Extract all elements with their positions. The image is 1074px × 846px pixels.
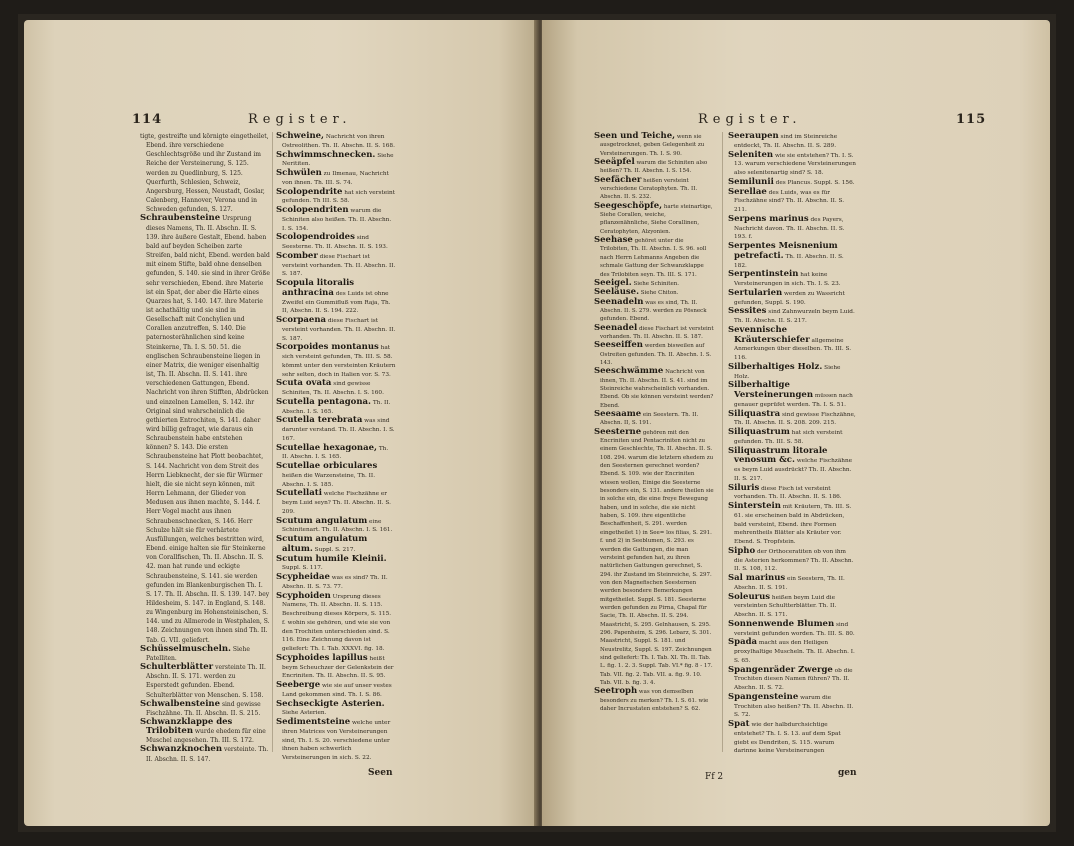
index-entry <box>276 700 396 719</box>
index-entry-text: sind Zahnwurzeln beym Luid. Th. II. Abschn. II. S. 217. <box>734 309 855 324</box>
index-entry <box>728 638 856 665</box>
index-entry-text: sind im Steinreiche entdeckt, Th. II. Abschn. II. S. 289. <box>734 134 838 149</box>
index-entry-text: werden zu Wassricht gefunden, Suppl. S. 190. <box>734 290 845 306</box>
index-entry-text: diese Fischart ist versteint vorhanden. Th. II. Abschn. II. S. 187. <box>282 253 396 278</box>
index-entry-term: Scolopendroides <box>276 232 355 243</box>
index-entry-term: Semilunii <box>728 176 774 187</box>
index-entry <box>276 252 396 279</box>
index-entry-text: wurde ehedem für eine Muschel angesehen. Th. III. S. 172. <box>146 728 266 745</box>
index-entry-text: hat keine Versteinerungen in sich. Th. I. S. 23. <box>734 272 841 287</box>
index-entry-text: heißen versteint verschiedene Ceratophyten. Th. II. Abschn. II. S. 232. <box>600 177 698 201</box>
index-entry <box>276 654 396 681</box>
index-entry-text: welche Fischzähne er beym Luid seyn? Th. II. Abschn. II. S. 209. <box>282 491 391 515</box>
index-entry-term: Scypheidae <box>276 572 330 582</box>
index-entry-term: Sal marinus <box>728 573 786 583</box>
index-entry <box>594 176 714 202</box>
index-entry-term: Seenadel <box>594 322 638 333</box>
index-entry-text: Siehe Schiniten. <box>633 280 680 287</box>
index-entry <box>276 718 396 763</box>
index-entry <box>728 547 856 574</box>
index-entry-term: Serpentinstein <box>728 269 799 280</box>
index-entry-text: wie sie entstehen? Th. I. S. 13. warum verschiedene Versteinerungen also selenitenartig sind? S. 18. <box>734 152 856 176</box>
right-column-1 <box>594 132 714 713</box>
index-entry-text: diese Fischart ist versteint vorhanden. Th. II. Abschn. II. S. 187. <box>282 318 396 342</box>
index-entry <box>728 188 856 215</box>
index-entry <box>728 593 856 620</box>
index-entry <box>276 151 396 170</box>
index-entry-term: Scorpaena <box>276 315 327 325</box>
index-entry-term: Scutum humile Kleinii. <box>276 553 387 564</box>
index-entry-term: Scutellae hexagonae, <box>276 442 377 453</box>
index-entry-term: Seesterne <box>594 426 642 437</box>
index-entry-text: müssen nach genauer geprüfet werden. Th. I. S. 51. <box>734 393 853 408</box>
index-entry-text: der Orthoceratiten ob von ihm die Asterien herkommen? Th. II. Abschn. II. S. 108, 112. <box>734 548 854 573</box>
index-entry-term: Schwanzknochen <box>140 744 223 755</box>
index-entry-text: sind Seesterne. Th. II. Abschn. II. S. 193. <box>282 235 388 250</box>
index-entry-text: werden bisweilen auf Ostreiten gefunden. Th. II. Abschn. I. S. 143. <box>600 343 712 366</box>
index-entry <box>728 620 856 639</box>
index-entry-term: Scorpoides montanus <box>276 342 379 353</box>
index-entry <box>728 326 856 363</box>
index-entry-text: was es sind, Th. II. Abschn. II. S. 279. werden zu Pösneck gefunden. Ebend. <box>600 299 707 323</box>
index-entry <box>594 324 714 342</box>
index-entry <box>728 428 856 447</box>
index-entry <box>276 132 396 151</box>
index-entry-term: Seeschwämme <box>594 366 664 377</box>
index-entry-text: hat sich versteint gefunden. Th. III. S. 58. <box>734 430 843 445</box>
index-entry-term: Scutellae orbiculares <box>276 461 378 471</box>
index-entry <box>728 484 856 503</box>
index-entry <box>276 416 396 443</box>
index-entry-text: macht aus den Heiligen proxylhaltige Muscheln. Th. II. Abschn. I. S. 65. <box>734 640 855 664</box>
index-entry <box>728 502 856 547</box>
index-entry-text: Siehe Chiton. <box>640 290 679 297</box>
index-entry <box>728 215 856 242</box>
index-entry-term: Scutellati <box>276 488 322 499</box>
index-entry-term: Sipho <box>728 545 756 556</box>
index-entry-term: Schulterblätter <box>140 662 214 673</box>
index-entry-term: Seeraupen <box>728 131 779 141</box>
left-page <box>24 20 540 826</box>
index-entry-text: Nachricht von ihren Ostreolithen. Th. II. Abschn. II. S. 168. <box>282 134 395 149</box>
index-entry-term: Serpens marinus <box>728 213 809 224</box>
index-entry-text: gehöret unter die Trilobiten, Th. II. Abschn. I. S. 96. soll nach Herrn Lehmanns Angeben die schmale Gattung der Schwanzklappe des Trilobiten seyn. Th. III. S. 171. <box>600 238 707 278</box>
index-entry-text: des Luids, was es für Fischzähne sind? Th. II. Abschn. II. S. 211. <box>734 189 845 213</box>
index-entry-term: Schwanzklappe des Trilobiten <box>140 717 233 737</box>
index-entry <box>594 202 714 236</box>
index-entry <box>276 188 396 207</box>
index-entry <box>728 720 856 756</box>
index-entry-text: Th. II. Abschn. I. S. 165. <box>282 445 389 461</box>
index-entry-text: heißen beym Luid die versteinten Schultterblätter. Th. II. Abschn. II. S. 171. <box>734 594 837 618</box>
index-entry-text: mit Kräutern, Th. III. S. 61. sie erscheinen bald in Abdrücken, bald versteint, Ebend. ihre Formen mehrentheils Blätter als Kräuter vor. Ebend. S. Tropfstein. <box>734 504 852 545</box>
index-entry-term: Scyphoiden <box>276 590 331 601</box>
index-entry <box>276 535 396 555</box>
index-entry-text: ein Seestern. Th. II. Abschn. II, S. 191. <box>600 412 699 427</box>
index-entry-text: gehören mit den Encriniten und Pentacriniten nicht zu einem Geschlechte, Th. II. Abschn. II. S. 108. 294. warum die letztern ehedem zu den Seesternen gerechnet worden? Ebend. S. 109. wie der Encriniten wissen wollen, Einige die Seesterne besonders ein, S. 131. andere theilen sie in solche ein, die eine freye Bewegung haben, und in solche, die sie nicht haben, S. 109. ihre eigentliche Beschaffenheit, S. 291. werden eingetheilet 1) in See= los filias, S. 291. f. und 2) in Seeblumen, S. 293. es werden die Gattungen, die man versteint gefunden hat, zu ihren natürlichen Gattungen gerechnet, S. 294. ihr Zustand im Steinreiche, S. 297. von den Magnefischen Seesternen werden besondere Bemerkungen mitgetheilet. Suppl. S. 181. Seesterne werden gefunden zu Pirna, Chapal für Sacie, Th. II. Abschn. II. S. 294. Maastricht, S. 295. Gelnhausen, S. 295. 296. Papenheim, S. 296. Lebarz, S. 301. Maastricht, Suppl. S. 181. und Neustrelitz, Suppl. S. 197. Zeichnungen sind geliefert: Th. I. Tab. XI. Th. II. Tab. L. fig. 1. 2. 3. Suppl. Tab. VI.* fig. 8 - 17. Tab. VII. fig. 2. Tab. VII. a. fig. 9. 10. Tab. VII. b. fig. 3. 4. <box>600 429 714 686</box>
index-entry <box>728 132 856 151</box>
index-entry-text: sind gewisse Fischzähne. Th. II. Abschn. II. S. 215. <box>146 700 261 717</box>
index-entry-term: Soleurus <box>728 591 771 602</box>
index-entry-text: ein Seestern, Th. II. Abschn. II. S. 191. <box>734 576 845 591</box>
index-entry <box>276 462 396 489</box>
index-entry-text: was sind darunter verstand. Th. II. Abschn. I. S. 167. <box>282 418 395 442</box>
index-entry-text: sind gewisse Schiniten, Th. II. Abschn. I. S. 160. <box>282 381 384 396</box>
index-entry <box>276 555 396 574</box>
index-entry-text: Siehe Nerititen. <box>282 152 394 168</box>
index-entry-term: Sessites <box>728 306 767 317</box>
index-entry-term: Seesaame <box>594 409 642 419</box>
index-entry <box>276 343 396 379</box>
index-entry-text: warum die Trochiten also heißen? Th. II. Abschn. II. S. 72. <box>734 694 854 719</box>
index-entry <box>594 298 714 324</box>
index-entry <box>276 233 396 252</box>
index-entry-text: warum die Schiniten also heißen? Th. II. Abschn. I. S. 154. <box>600 160 708 175</box>
index-entry-text: Nachricht von ihnen, Th. II. Abschn. II. S. 41. sind im Steinreiche wahrscheinlich vorhanden. Ebend. Ob sie können versteint werden? Ebend. <box>600 369 714 409</box>
page-number-left: 114 <box>132 112 163 127</box>
index-entry-term: Seeigel. <box>594 277 632 288</box>
index-entry-term: Seleniten <box>728 149 774 160</box>
index-entry-text: des Payers, Nachricht davon. Th. II. Abschn. II. S. 193. f. <box>734 216 845 241</box>
index-entry-term: Spat <box>728 719 750 729</box>
index-entry-text: tigte, gestreifte und körnigte eingetheilet, Ebend. ihre verschiedene Geschlechtsgröße und ihr Zustand im Reiche der Versteinerung, S. 125. werden zu Quedlinburg, S. 125. Querfurth, Schlesien, Schweiz, Angersburg, Hessen, Neustadt, Goslar, Calenberg, Hannover, Verona und in Schweden gefunden, S. 127. <box>140 133 269 214</box>
index-entry <box>276 592 396 654</box>
index-entry <box>728 381 856 409</box>
left-column-1 <box>140 132 270 764</box>
index-entry-text: heißt beym Scheuchzer der Gelenkstein der Encriniten. Th. II. Abschn. II. S. 95. <box>282 655 394 680</box>
index-entry-term: Seeberge <box>276 680 321 690</box>
page-number-right: 115 <box>956 112 987 127</box>
index-entry-text: versteinte Th. II. Abschn. II. S. 171. werden zu Esperstedt gefunden. Ebend. Schulterblätter von Menschen. S. 158. <box>146 664 266 699</box>
index-entry-term: Siliquastrum <box>728 427 790 437</box>
column-divider-right <box>722 132 723 752</box>
index-entry-text: Siehe Holz. <box>734 364 841 380</box>
index-entry-text: Suppl. S. 217. <box>314 546 356 553</box>
index-entry-text: Ursprung dieses Namens, Th. II. Abschn. II. S. 139. ihre äußere Gestalt, Ebend. haben bald auf beyden Scheiben zarte Streifen, bald nicht, Ebend. werden bald mit einem Stifte, bald ohne denselben gefunden, S. 140. sie sind in ihrer Größe sehr verschieden, Ebend. ihre Materie ist ein Spat, der aber die Härte eines Quarzes hat, S. 140. 147. ihre Materie ist achathältig und sie sind in Gesellschaft mit Conchylien und Corallen anzutreffen, S. 140. Die paternosterähnlichen sind keine Steinkerne, Th. I. S. 50. 51. die englischen Schraubensteine liegen in einer Matrix, die weniger eisenhaltig ist, Th. II. Abschn. II. S. 141. ihre verschiedenen Gattungen, Ebend. Nachricht von ihren Stifften, Abdrücken und einzelnen Lamellen, S. 142. ihr Original sind wahrscheinlich die gethierten Entrochiten, S. 141. daher wird billig gefraget, wie daraus ein Schraubenstein habe entstehen können? S. 143. Die ersten Schraubensteine hat Plott beobachtet, S. 144. Nachricht von dem Streit des Herrn Liebknecht, der sie für Würmer hielt, die sie nicht seyn können, mit Herrn Lehmann, der Glieder von Medusen aus ihnen machte, S. 144. f. Herr Vogel macht aus ihnen Schraubenschnecken, S. 146. Herr Schulze hält sie für verhärtete Ausfüllungen, welches bestritten wird, Ebend. einige halten sie für Steinkerne von Corallfischen, Th. II. Abschn. II. S. 42. man hat runde und eckigte Schraubensteine, S. 141. sie werden gefunden im Blankenburgischen Th. I. S. 17. Th. II. Abschn. II. S. 139. 147. bey Hildesheim, S. 147. in England, S. 148. zu Wingenburg im Hohensteinischen, S. 144. und zu Allmerode in Westphalen, S. 148. Zeichnungen von ihnen sind Th. II. Tab. G. VII. geliefert. <box>146 215 270 644</box>
index-entry-text: Siehe Asterien. <box>282 710 327 717</box>
index-entry-text: sind gewisse Fischzähne, Th. II. Abschn. II. S. 208. 209. 215. <box>734 411 856 427</box>
index-entry-term: Schüsselmuscheln. <box>140 643 231 654</box>
index-entry <box>276 169 396 188</box>
index-entry <box>140 663 270 700</box>
index-entry-text: Siehe Patelliten. <box>146 645 250 662</box>
index-entry-text: allgemeine Anmerkungen über dieselben. Th. III. S. 116. <box>734 337 852 361</box>
index-entry <box>728 242 856 270</box>
index-entry-text: versteinte. Th. II. Abschn. II. S. 147. <box>146 746 269 763</box>
index-entry <box>594 687 714 713</box>
index-entry-term: Scutella pentagona. <box>276 396 371 407</box>
index-entry <box>140 718 270 745</box>
index-entry-term: Serellae <box>728 186 767 197</box>
index-entry-text: harte steinartige, Siehe Corallen, weiche, pflanzenähnliche, Siehe Corallinen, Ceratophyten, Alzyonien. <box>600 203 713 235</box>
index-entry-term: Scolopendriten <box>276 205 349 215</box>
index-entry <box>276 279 396 316</box>
index-entry <box>140 745 270 763</box>
index-entry-term: Scutum angulatum altum. <box>276 534 368 554</box>
index-entry-term: Schwülen <box>276 168 322 178</box>
index-entry-term: Seegeschöpfe, <box>594 200 663 211</box>
index-entry-text: wie sie auf unser vestes Land gekommen sind. Th. I. S. 86. <box>282 683 392 698</box>
index-entry <box>594 410 714 428</box>
index-entry <box>276 398 396 417</box>
index-entry-term: Seenadeln <box>594 296 644 307</box>
index-entry-text: des Plancus. Suppl. S. 156. <box>775 179 855 186</box>
index-entry-term: Schweine, <box>276 131 324 141</box>
index-entry <box>276 444 396 463</box>
index-entry <box>276 681 396 700</box>
index-entry-term: Sonnenwende Blumen <box>728 618 835 629</box>
left-column-2 <box>276 132 396 763</box>
index-entry-term: Siliquastra <box>728 408 781 419</box>
index-entry <box>276 379 396 398</box>
index-entry <box>276 206 396 233</box>
index-entry <box>728 363 856 382</box>
index-entry-term: Scutum angulatum <box>276 515 368 526</box>
index-entry <box>728 270 856 289</box>
index-entry-term: Siluris <box>728 482 760 493</box>
index-entry-term: Silberhaltige Versteinerungen <box>728 380 814 400</box>
index-entry <box>728 307 856 326</box>
index-entry <box>728 666 856 693</box>
index-entry <box>140 214 270 644</box>
index-entry-text: hat sich versteint gefunden, Th. III. S. 58. kömmt unter den versteinten Kräutern sehr selten, doch in Italien vor. S. 73. <box>282 345 396 378</box>
index-entry <box>728 410 856 429</box>
index-entry-text: wenn sie ausgetrocknet, geben Gelegenheit zu Versteinerungen. Th. I. S. 90. <box>600 134 705 157</box>
running-title-left: Register. <box>248 112 352 127</box>
index-entry-term: Siliquastrum litorale venosum &c. <box>728 445 828 466</box>
index-entry-text: wie der halbdurchsichtige entstehet? Th. I. S. 13. auf dem Spat giebt es Dendriten, S. 115. warum darinne keine Versteinerungen <box>734 722 841 755</box>
index-entry-term: Seeäpfel <box>594 157 635 168</box>
signature-mark: Ff 2 <box>705 772 724 782</box>
index-entry <box>728 447 856 484</box>
index-entry-term: Seeläuse. <box>594 287 640 298</box>
index-entry-text: des Luids ist ohne Zweifel ein Gummifluß vom Raja, Th. II, Abschn. II. S. 194. 222. <box>282 290 391 315</box>
right-page <box>542 20 1050 826</box>
running-title-right: Register. <box>698 112 802 127</box>
index-entry <box>594 428 714 688</box>
index-entry-term: Sechseckigte Asterien. <box>276 698 385 709</box>
index-entry <box>594 132 714 158</box>
index-entry-text: Th. II. Abschn. I. S. 165. <box>282 399 391 415</box>
index-entry-term: Scolopendrite <box>276 186 343 197</box>
catchword-left: Seen <box>368 768 393 778</box>
index-entry <box>594 158 714 176</box>
index-entry <box>728 574 856 593</box>
index-entry-term: Scopula litoralis anthracina <box>276 278 355 298</box>
index-entry <box>728 151 856 178</box>
index-entry-text: Suppl. S. 117. <box>282 565 323 572</box>
index-entry <box>140 700 270 718</box>
book-spread <box>18 14 1056 832</box>
index-entry-term: Schwalbensteine <box>140 698 221 709</box>
index-entry <box>594 367 714 410</box>
index-entry-text: welche Fischzähne es beym Luid ausdrückt? Th. II. Abschn. II. S. 217. <box>734 458 853 482</box>
index-entry <box>728 693 856 720</box>
index-entry-term: Sertularien <box>728 287 783 298</box>
index-entry-text: heißen die Warzensteine, Th. II. Abschn. I. S. 185. <box>282 472 376 488</box>
column-divider-left <box>272 132 273 752</box>
index-entry-term: Serpentes Meisnenium petrefacti. <box>728 241 838 261</box>
index-entry-term: Scutella terebrata <box>276 415 363 426</box>
index-entry <box>276 573 396 592</box>
catchword-right: gen <box>838 768 857 778</box>
index-entry-text: diese Fisch ist versteint vorhanden. Th. II. Abschn. II. S. 186. <box>734 485 842 501</box>
index-entry-term: Scomber <box>276 250 318 261</box>
index-entry-term: Schraubensteine <box>140 213 221 224</box>
index-entry-text: eine Schinitenart. Th. II. Abschn. I. S. 161. <box>282 518 393 534</box>
index-entry <box>276 316 396 343</box>
index-entry-term: Schwimmschnecken. <box>276 149 376 160</box>
index-entry-text: warum die Schiniten also heißen. Th. II. Abschn. I. S. 154. <box>282 208 392 232</box>
index-entry-term: Spangenräder Zwerge <box>728 664 833 675</box>
index-entry-term: Seefächer <box>594 174 642 185</box>
index-entry-term: Spada <box>728 637 758 648</box>
index-entry-term: Silberhaltiges Holz. <box>728 361 823 372</box>
index-entry-term: Sevennische Kräuterschiefer <box>728 324 810 345</box>
index-entry <box>728 289 856 308</box>
index-entry-text: hat sich versteint gefunden. Th III. S. 58. <box>282 189 395 205</box>
index-entry-text: sind versteint gefunden worden. Th. III. S. 80. <box>734 621 855 637</box>
index-entry <box>594 236 714 279</box>
index-entry-term: Scyphoides lapillus <box>276 652 368 663</box>
index-entry <box>594 341 714 367</box>
index-entry-term: Sedimentsteine <box>276 717 351 727</box>
index-entry-term: Sinterstein <box>728 501 781 511</box>
index-entry-term: Seetroph <box>594 686 638 697</box>
right-column-2 <box>728 132 856 756</box>
index-entry-text: was es sind? Th. II. Abschn. II. S. 73. 77. <box>282 575 388 590</box>
index-entry-text: diese Fischart ist versteint vorhanden. Th. II. Abschn. II. S. 187. <box>600 325 714 340</box>
index-entry-term: Seehase <box>594 235 633 246</box>
index-entry-text: was von demselben besonders zu merken? Th. I. S. 61. wie daher Incrustaten entstehen? S. 62. <box>600 689 709 713</box>
index-entry-term: Scuta ovata <box>276 378 332 389</box>
index-entry <box>140 645 270 663</box>
index-entry <box>276 489 396 516</box>
index-entry-text: Ursprung dieses Namens, Th. II. Abschn. II. S. 115. Beschreibung dieses Körpers, S. 115. f. wohin sie gehören, und wie sie von den Trochiten unterschieden sind. S. 116. Eine Zeichnung davon ist geliefert: Th. I. Tab. XXXVI. fig. 18. <box>282 593 392 652</box>
index-entry-term: Seen und Teiche, <box>594 131 676 141</box>
index-entry-text: ob die Trochiten diesen Namen führen? Th. II. Abschn. II. S. 72. <box>734 667 853 691</box>
index-entry-text: zu Ilmenau, Nachricht von ihnen. Th. III. S. 74. <box>282 171 389 186</box>
index-entry-text: Th. II. Abschn. II. S. 182. <box>734 253 844 269</box>
index-entry-text: welche unter ihren Matrices von Versteinerungen sind, Th. I. S. 20. verschiedene unter ihnen haben schwerlich Versteinerungen in sich. S. 22. <box>282 720 391 761</box>
index-entry <box>140 132 270 214</box>
index-entry-term: Seeseiffen <box>594 340 643 351</box>
index-entry-term: Spangensteine <box>728 691 799 702</box>
index-entry <box>276 517 396 536</box>
